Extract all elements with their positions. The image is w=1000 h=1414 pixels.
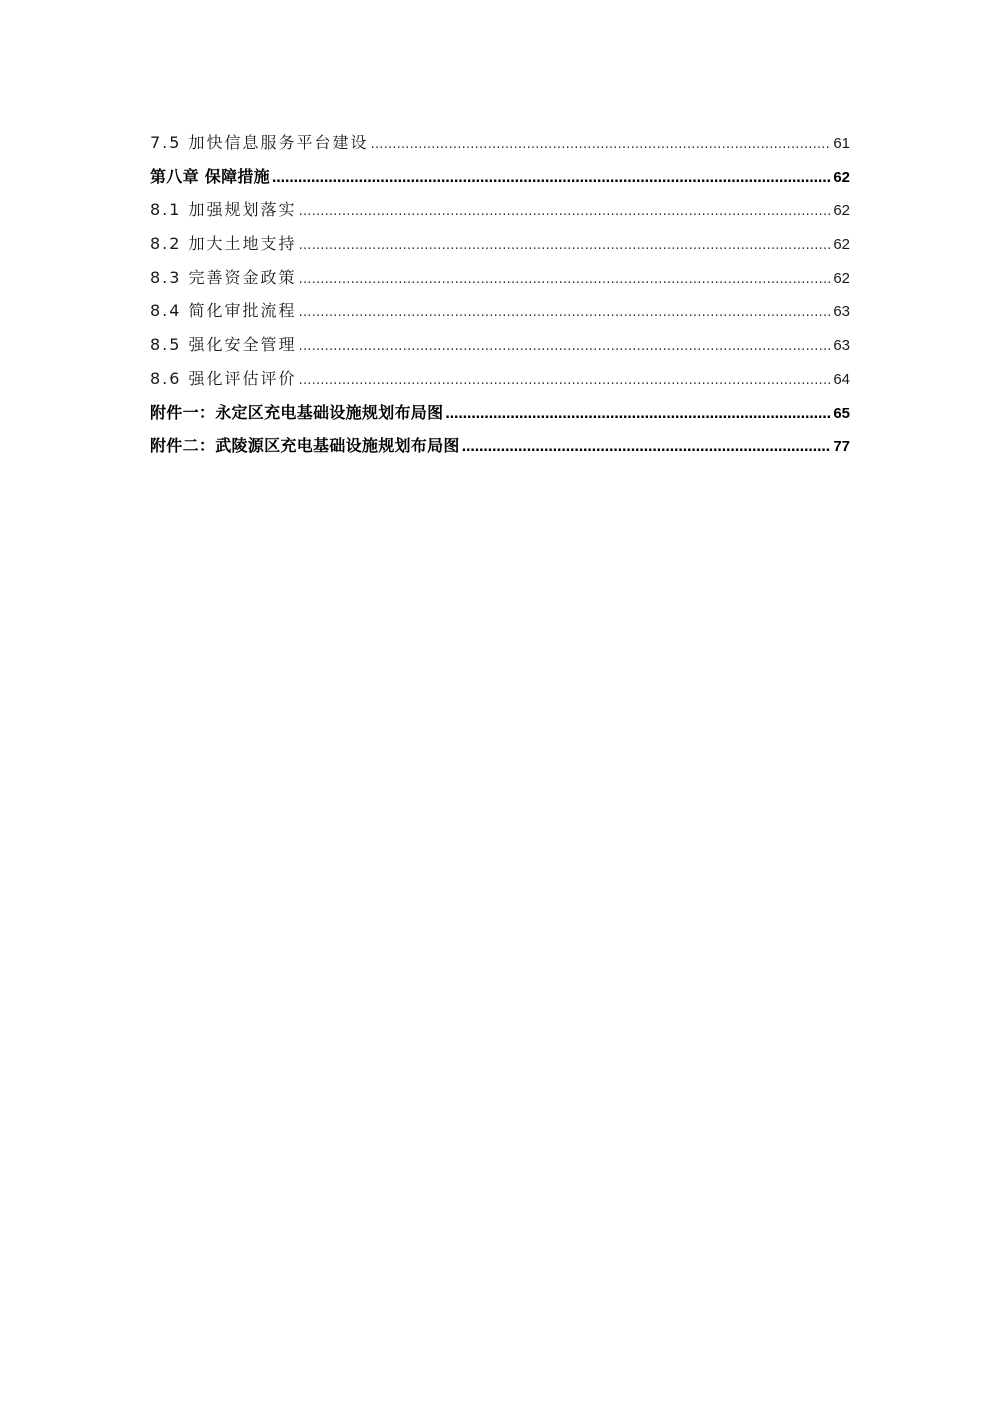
- toc-page-number: 62: [833, 168, 850, 186]
- toc-dot-leader: [445, 398, 831, 432]
- toc-dot-leader: [299, 263, 832, 297]
- toc-entry-title: 8.5 强化安全管理: [150, 335, 297, 355]
- table-of-contents: [150, 126, 850, 463]
- toc-dot-leader: [462, 431, 832, 465]
- toc-dot-leader: [299, 330, 832, 364]
- toc-entry-title: 7.5 加快信息服务平台建设: [150, 133, 369, 152]
- toc-dot-leader: [299, 195, 832, 229]
- toc-entry-title: 8.1 加强规划落实: [150, 200, 297, 220]
- toc-dot-leader: [299, 229, 832, 263]
- toc-entry-title: 第八章 保障措施: [150, 166, 270, 186]
- toc-entry-8-4[interactable]: [150, 294, 850, 328]
- toc-page-number: 65: [833, 404, 850, 422]
- toc-page-number: 61: [833, 135, 850, 152]
- toc-entry-8-5[interactable]: [150, 328, 850, 362]
- toc-page-number: 62: [833, 269, 850, 287]
- toc-entry-title: 附件一：永定区充电基础设施规划布局图: [150, 402, 444, 422]
- toc-entry-title: 8.3 完善资金政策: [150, 267, 297, 287]
- toc-entry-appendix-1[interactable]: [150, 396, 850, 430]
- toc-dot-leader: [299, 296, 832, 330]
- toc-page-number: 62: [833, 236, 850, 254]
- toc-entry-8-6[interactable]: [150, 362, 850, 396]
- toc-page-number: 64: [833, 370, 850, 388]
- toc-page-number: 62: [833, 202, 850, 220]
- toc-page-number: 63: [833, 303, 850, 321]
- toc-entry-title: 8.6 强化评估评价: [150, 368, 297, 388]
- toc-entry-title: 8.2 加大土地支持: [150, 234, 297, 254]
- toc-entry-chapter-8[interactable]: [150, 160, 850, 194]
- toc-entry-8-3[interactable]: [150, 261, 850, 295]
- toc-dot-leader: [272, 162, 831, 196]
- toc-dot-leader: [371, 128, 832, 162]
- toc-entry-7-5[interactable]: [150, 126, 850, 160]
- toc-entry-title: 8.4 简化审批流程: [150, 301, 297, 321]
- toc-page-number: 77: [833, 438, 850, 456]
- toc-page-number: 63: [833, 337, 850, 355]
- toc-entry-title: 附件二：武陵源区充电基础设施规划布局图: [150, 436, 460, 456]
- toc-entry-appendix-2[interactable]: [150, 429, 850, 463]
- toc-entry-8-1[interactable]: [150, 193, 850, 227]
- toc-dot-leader: [299, 364, 832, 398]
- toc-entry-8-2[interactable]: [150, 227, 850, 261]
